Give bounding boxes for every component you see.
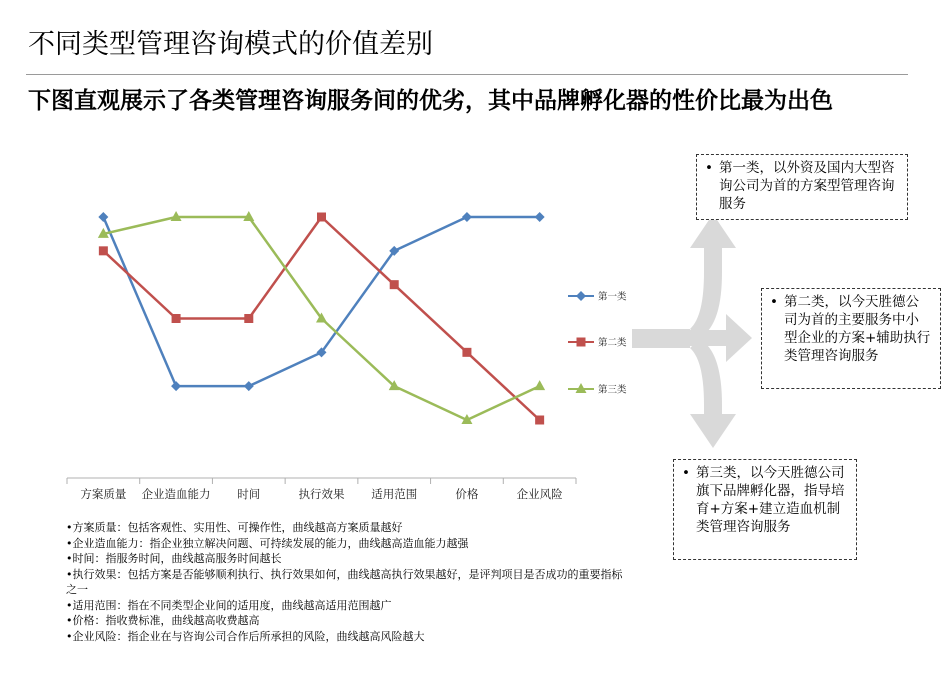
callout-type-1 — [696, 154, 908, 220]
callout-type-2 — [761, 288, 941, 389]
subtitle: 下图直观展示了各类管理咨询服务间的优劣，其中品牌孵化器的性价比最为出色 — [28, 88, 833, 114]
callout-text: 第一类，以外资及国内大型咨询公司为首的方案型管理咨询服务 — [719, 160, 895, 212]
x-tick-label: 价格 — [455, 487, 479, 501]
note-item: •企业风险：指企业在与咨询公司合作后所承担的风险，曲线越高风险越大 — [66, 629, 425, 643]
note-item: •时间：指服务时间，曲线越高服务时间越长 — [66, 552, 282, 565]
callout-bullet: • — [682, 465, 690, 481]
callout-bullet: • — [770, 294, 778, 310]
x-tick-label: 执行效果 — [298, 487, 345, 501]
x-tick-label: 企业造血能力 — [141, 487, 211, 501]
note-item: •适用范围：指在不同类型企业间的适用度，曲线越高适用范围越广 — [66, 598, 392, 612]
callout-text: 第三类，以今天胜德公司旗下品牌孵化器，指导培育+方案+建立造血机制类管理咨询服务 — [696, 465, 845, 535]
indicator-notes — [66, 520, 626, 644]
callout-text: 第二类，以今天胜德公司为首的主要服务中小型企业的方案+辅助执行类管理咨询服务 — [784, 294, 931, 364]
note-item: •价格：指收费标准，曲线越高收费越高 — [66, 614, 260, 627]
x-tick-label: 时间 — [237, 487, 261, 501]
note-item: •方案质量：包括客观性、实用性、可操作性，曲线越高方案质量越好 — [66, 521, 403, 534]
legend-label: 第三类 — [598, 384, 627, 396]
callout-bullet: • — [705, 160, 713, 176]
x-tick-label: 适用范围 — [371, 487, 418, 501]
note-item: •企业造血能力：指企业独立解决问题、可持续发展的能力，曲线越高造血能力越强 — [66, 536, 469, 550]
legend-label: 第二类 — [598, 337, 627, 349]
x-tick-label: 方案质量 — [80, 487, 127, 501]
note-item: •执行效果：包括方案是否能够顺利执行、执行效果如何，曲线越高执行效果越好，是评判项目是否成功的重要指标之一 — [66, 567, 623, 596]
x-tick-label: 企业风险 — [516, 487, 563, 501]
callout-type-3 — [673, 459, 857, 560]
legend-label: 第一类 — [598, 291, 627, 303]
page-title: 不同类型管理咨询模式的价值差别 — [28, 29, 433, 60]
